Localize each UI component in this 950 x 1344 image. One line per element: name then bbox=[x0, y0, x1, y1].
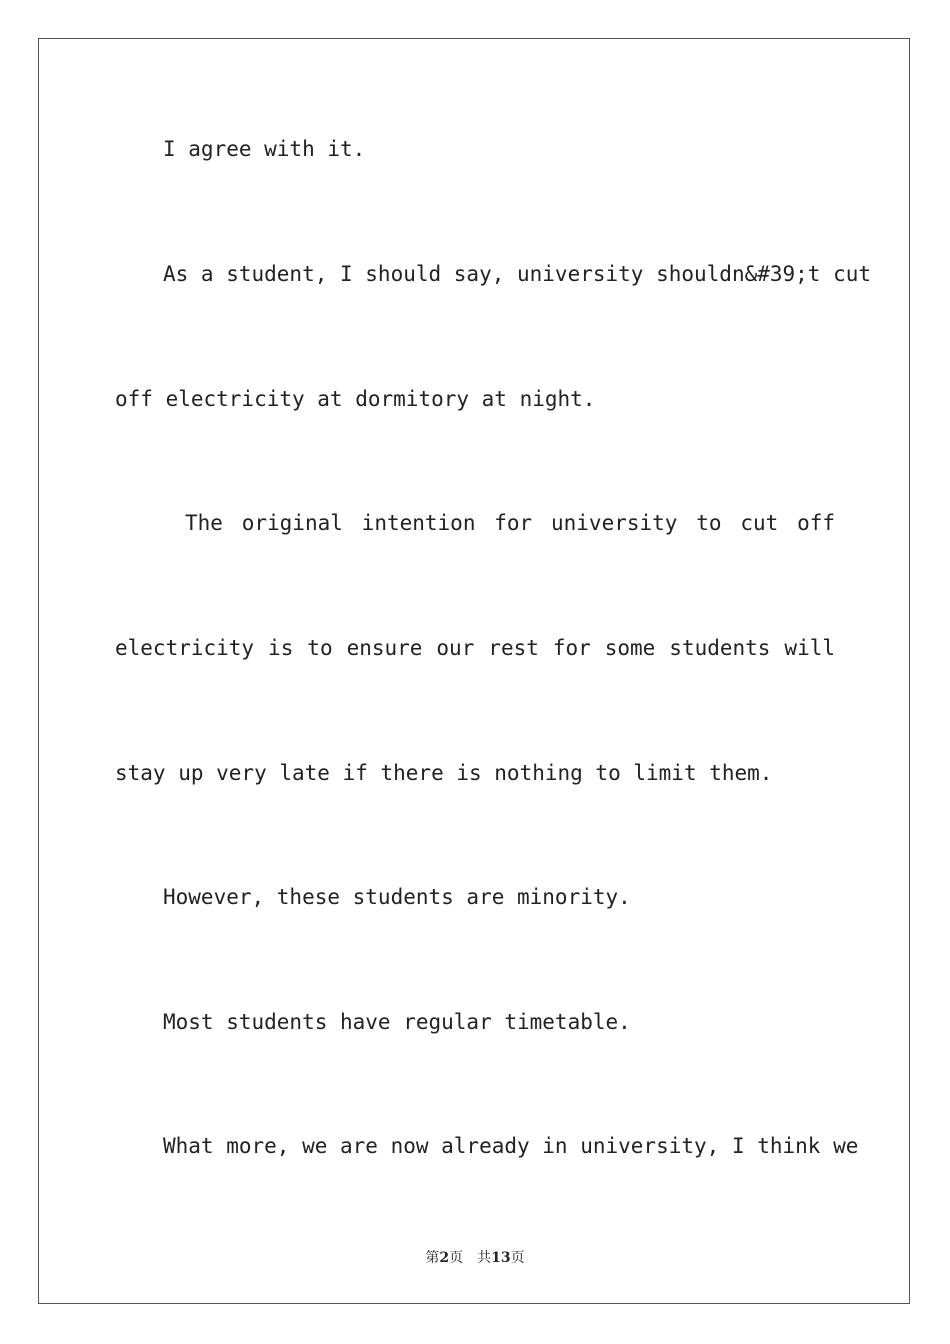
text-line: I agree with it. bbox=[163, 137, 366, 161]
page-prefix: 第 bbox=[425, 1250, 440, 1266]
total-prefix: 共 bbox=[477, 1250, 492, 1266]
page-footer bbox=[0, 1247, 950, 1267]
text-line: Most students have regular timetable. bbox=[163, 1010, 631, 1034]
text-line: stay up very late if there is nothing to limit them. bbox=[115, 761, 773, 785]
total-pages-number: 13 bbox=[491, 1250, 511, 1266]
text-line: off electricity at dormitory at night. bbox=[115, 387, 596, 411]
text-line: electricity is to ensure our rest for some students will bbox=[115, 636, 835, 660]
page-unit: 页 bbox=[449, 1250, 464, 1266]
total-unit: 页 bbox=[510, 1250, 525, 1266]
text-line: As a student, I should say, university shouldn&#39;t cut bbox=[163, 262, 872, 286]
current-page-number: 2 bbox=[439, 1250, 450, 1266]
page-frame bbox=[38, 38, 910, 1304]
text-line: However, these students are minority. bbox=[163, 885, 631, 909]
text-line: The original intention for university to cut off bbox=[185, 511, 835, 535]
text-line: What more, we are now already in university, I think we bbox=[163, 1134, 859, 1158]
